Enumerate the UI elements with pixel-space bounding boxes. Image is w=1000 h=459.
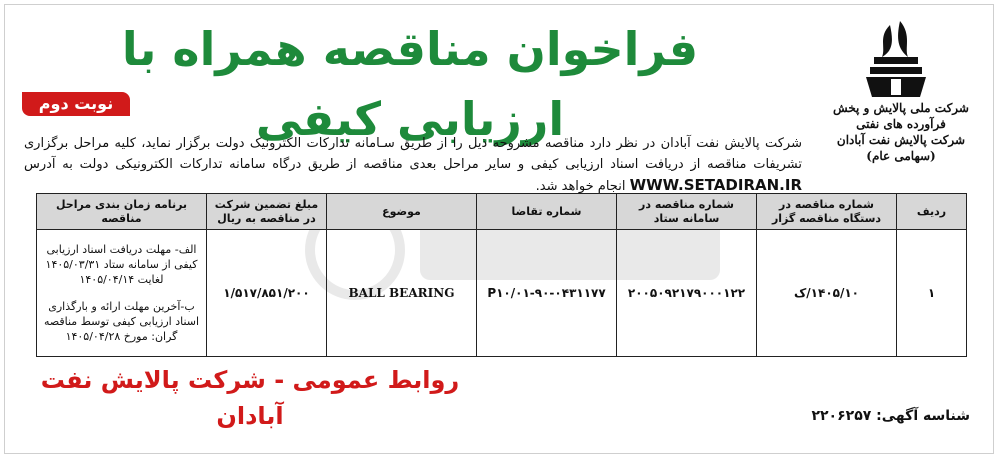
tender-table: [36, 193, 967, 357]
cell-subject: BALL BEARING: [327, 230, 477, 357]
col-header-subject: موضوع: [327, 194, 477, 230]
page-title: فراخوان مناقصه همراه با ارزیابی کیفی: [121, 22, 699, 146]
cell-guarantee: ۱/۵۱۷/۸۵۱/۲۰۰: [207, 230, 327, 357]
col-header-tender-no: شماره مناقصه در دستگاه مناقصه گزار: [757, 194, 897, 230]
col-header-schedule: برنامه زمان بندی مراحل مناقصه: [37, 194, 207, 230]
logo-caption-line-1: شرکت ملی پالایش و پخش فرآورده های نفتی: [833, 101, 969, 131]
setad-website-link[interactable]: WWW.SETADIRAN.IR: [629, 176, 802, 194]
cell-index: ۱: [897, 230, 967, 357]
table-header-row: [37, 194, 967, 230]
col-header-index: ردیف: [897, 194, 967, 230]
intro-line-1: شرکت پالایش نفت آبادان در نظر دارد مناقصه مشروحه ذیل را از طریق سـامانه تدارکات الکترونیک دولت برگزار نماید، کلیه مراحل برگزاری تشریفات مناقصه از: [24, 136, 802, 172]
col-header-setad-no: شماره مناقصه در سامانه ستاد: [617, 194, 757, 230]
schedule-item-b: ب-آخرین مهلت ارائه و بارگذاری اسناد ارزیابی کیفی توسط مناقصه گران: مورخ ۱۴۰۵/۰۴/۲۸: [43, 300, 200, 343]
table-row: [37, 230, 967, 357]
cell-request-no: ۰۱-۹۰-۰۴۳۱۱۷۷/P۱۰: [477, 230, 617, 357]
cell-schedule: [37, 230, 207, 357]
schedule-item-a: الف- مهلت دریافت اسناد ارزیابی کیفی از سامانه ستاد ۱۴۰۵/۰۳/۳۱ لغایت ۱۴۰۵/۰۴/۱۴: [45, 243, 198, 286]
col-header-guarantee: مبلغ تضمین شرکت در مناقصه به ریال: [207, 194, 327, 230]
intro-line-2-a: دریافت اسناد ارزیابی کیفی و سایر مراحل بعدی مناقصه از طریق درگاه سامانه تدارکات الکترونیکی دولت به آدرس: [24, 157, 684, 172]
logo-caption-line-2: شرکت پالایش نفت آبادان (سهامی عام): [836, 133, 966, 163]
cell-setad-no: ۲۰۰۵۰۹۲۱۷۹۰۰۰۱۲۲: [617, 230, 757, 357]
intro-line-2-b: انجام خواهد شد.: [535, 179, 626, 194]
logo-caption: [826, 100, 976, 164]
publisher-signature: روابط عمومی - شرکت پالایش نفت آبادان: [40, 366, 460, 430]
round-badge: نوبت دوم: [22, 92, 130, 116]
col-header-request-no: شماره تقاضا: [477, 194, 617, 230]
intro-paragraph: [24, 133, 802, 197]
ad-identifier: شناسه آگهی: ۲۲۰۶۲۵۷: [811, 408, 970, 424]
cell-tender-no: ۱۴۰۵/۱۰/ک: [757, 230, 897, 357]
